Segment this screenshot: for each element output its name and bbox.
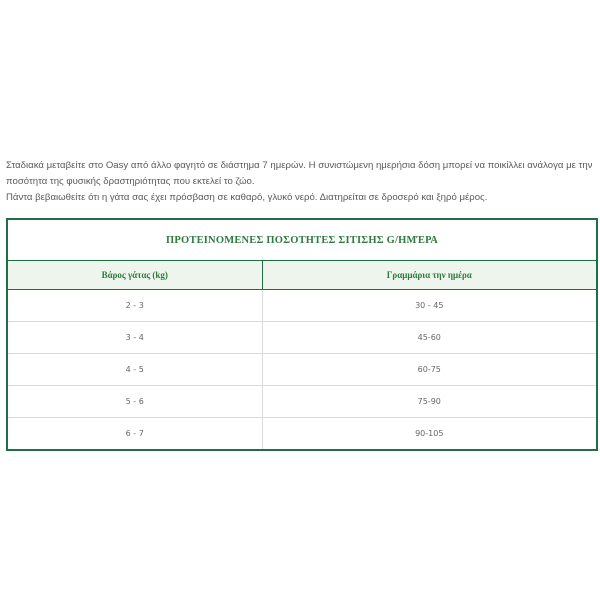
table-header-row [7, 261, 597, 290]
cell-weight: 3 - 4 [7, 322, 262, 354]
column-header-weight: Βάρος γάτας (kg) [7, 261, 262, 290]
cell-weight: 6 - 7 [7, 418, 262, 451]
intro-text [6, 158, 596, 206]
table-row [7, 386, 597, 418]
cell-weight: 5 - 6 [7, 386, 262, 418]
cell-weight: 2 - 3 [7, 290, 262, 322]
table-row [7, 290, 597, 322]
intro-line-transition: Σταδιακά μεταβείτε στο Oasy από άλλο φαγητό σε διάστημα 7 ημερών. Η συνιστώμενη ημερήσια δόση μπορεί να ποικίλλει ανάλογα με την [6, 160, 593, 171]
table-row [7, 418, 597, 451]
table-title-row [7, 219, 597, 261]
intro-line-water-storage: Πάντα βεβαιωθείτε ότι η γάτα σας έχει πρόσβαση σε καθαρό, γλυκό νερό. Διατηρείται σε δροσερό και ξηρό μέρος. [6, 192, 488, 203]
intro-line-activity: ποσότητα της φυσικής δραστηριότητας που εκτελεί το ζώο. [6, 176, 255, 187]
column-header-grams: Γραμμάρια την ημέρα [262, 261, 597, 290]
cell-grams: 30 - 45 [262, 290, 597, 322]
cell-weight: 4 - 5 [7, 354, 262, 386]
cell-grams: 45-60 [262, 322, 597, 354]
cell-grams: 60-75 [262, 354, 597, 386]
feeding-table [6, 218, 598, 451]
cell-grams: 75-90 [262, 386, 597, 418]
cell-grams: 90-105 [415, 429, 444, 438]
table-row [7, 322, 597, 354]
table-title: ΠΡΟΤΕΙΝΟΜΕΝΕΣ ΠΟΣΟΤΗΤΕΣ ΣΙΤΙΣΗΣ G/ΗΜΈΡΑ [7, 219, 597, 261]
table-row [7, 354, 597, 386]
